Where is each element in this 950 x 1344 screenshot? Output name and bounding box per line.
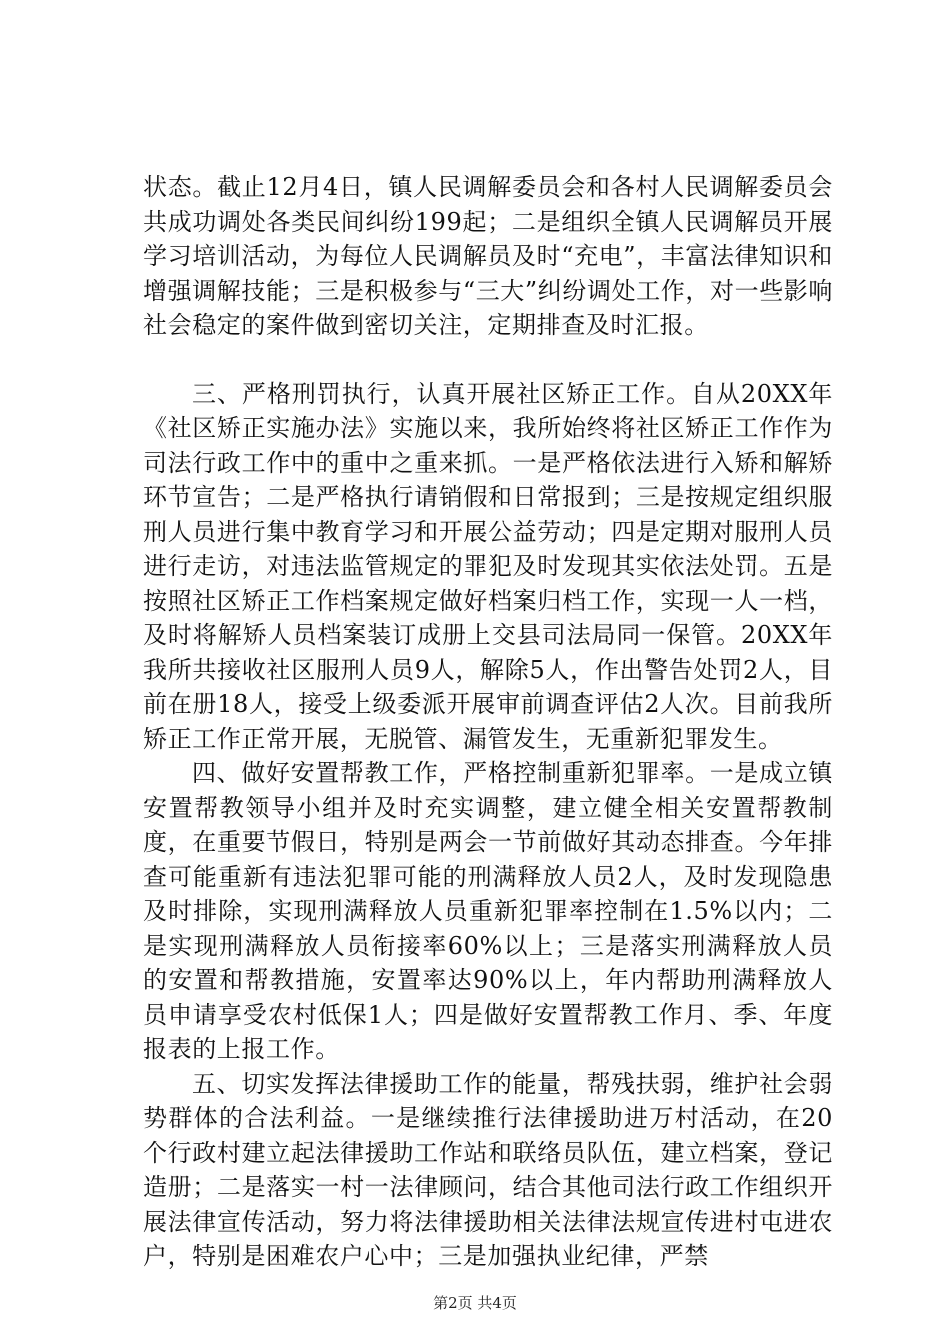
document-body <box>143 170 833 1274</box>
page-number-footer: 第2页 共4页 <box>433 1294 517 1312</box>
paragraph-community-correction: 三、严格刑罚执行，认真开展社区矫正工作。自从20XX年《社区矫正实施办法》实施以来，我所始终将社区矫正工作作为司法行政工作中的重中之重来抓。一是严格依法进行入矫和解矫环节宣告；二是严格执行请销假和日常报到；三是按规定组织服刑人员进行集中教育学习和开展公益劳动；四是定期对服刑人员进行走访，对违法监管规定的罪犯及时发现其实依法处罚。五是按照社区矫正工作档案规定做好档案归档工作，实现一人一档，及时将解矫人员档案装订成册上交县司法局同一保管。20XX年我所共接收社区服刑人员9人，解除5人，作出警告处罚2人，目前在册18人，接受上级委派开展审前调查评估2人次。目前我所矫正工作正常开展，无脱管、漏管发生，无重新犯罪发生。 <box>143 379 833 753</box>
paragraph-mediation-continued: 状态。截止12月4日，镇人民调解委员会和各村人民调解委员会共成功调处各类民间纠纷199起；二是组织全镇人民调解员开展学习培训活动，为每位人民调解员及时“充电”，丰富法律知识和增强调解技能；三是积极参与“三大”纠纷调处工作，对一些影响社会稳定的案件做到密切关注，定期排查及时汇报。 <box>143 173 833 339</box>
paragraph-legal-aid: 五、切实发挥法律援助工作的能量，帮残扶弱，维护社会弱势群体的合法利益。一是继续推行法律援助进万村活动，在20个行政村建立起法律援助工作站和联络员队伍，建立档案，登记造册；二是落实一村一法律顾问，结合其他司法行政工作组织开展法律宣传活动，努力将法律援助相关法律法规宣传进村屯进农户，特别是困难农户心中；三是加强执业纪律，严禁 <box>143 1069 833 1270</box>
paragraph-resettlement: 四、做好安置帮教工作，严格控制重新犯罪率。一是成立镇安置帮教领导小组并及时充实调整，建立健全相关安置帮教制度，在重要节假日，特别是两会一节前做好其动态排查。今年排查可能重新有违法犯罪可能的刑满释放人员2人，及时发现隐患及时排除，实现刑满释放人员重新犯罪率控制在1.5%以内；二是实现刑满释放人员衔接率60%以上；三是落实刑满释放人员的安置和帮教措施，安置率达90%以上，年内帮助刑满释放人员申请享受农村低保1人；四是做好安置帮教工作月、季、年度报表的上报工作。 <box>143 759 833 1063</box>
